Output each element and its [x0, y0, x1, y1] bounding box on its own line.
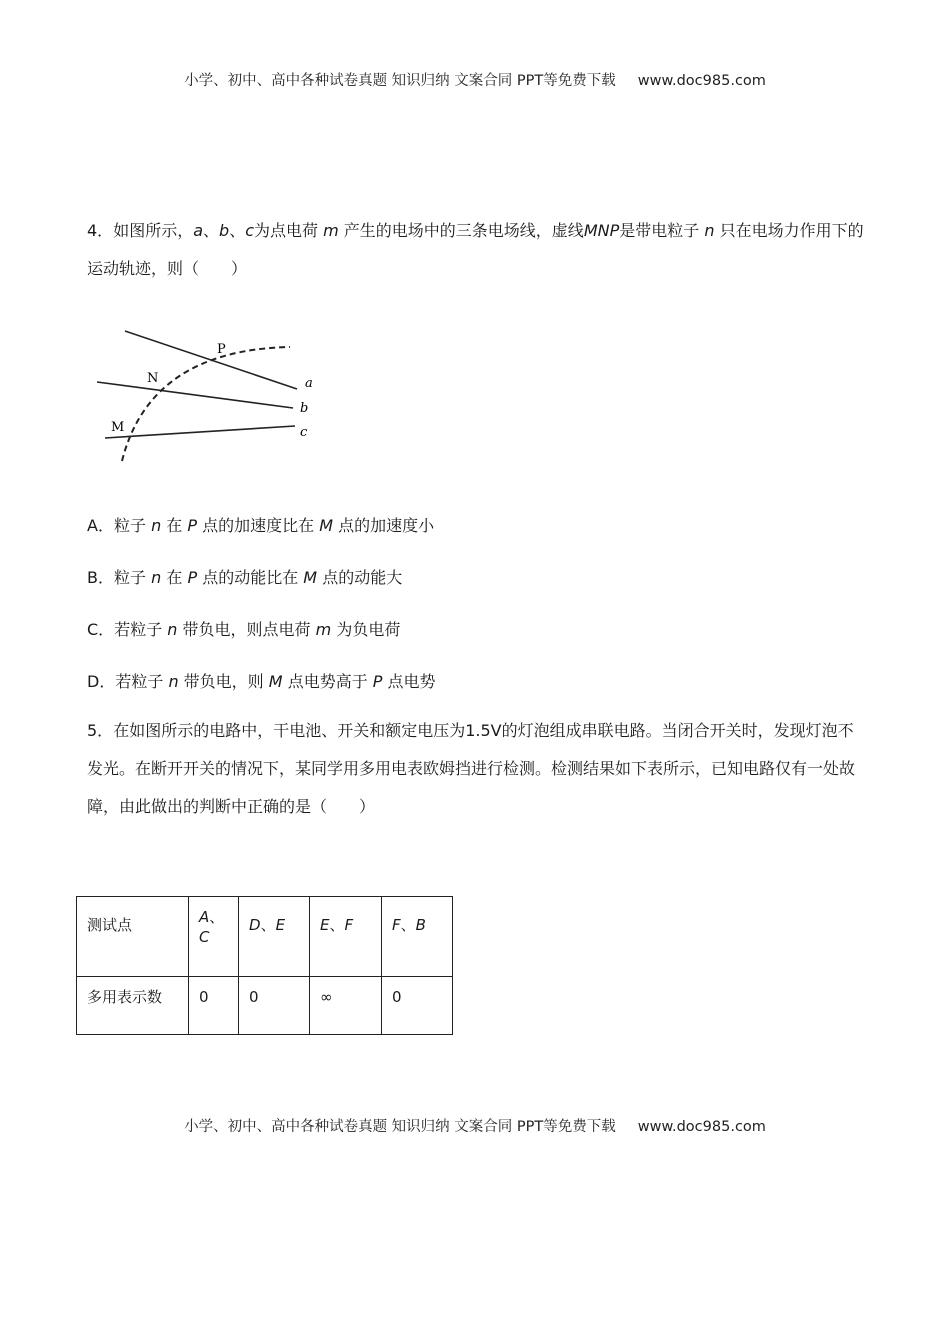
label-P: P [217, 342, 226, 357]
header-site-link[interactable]: www.doc985.com [637, 73, 766, 89]
question-4: 4．如图所示，a、b、c为点电荷 m 产生的电场中的三条电场线，虚线MNP是带电粒子 n 只在电场力作用下的运动轨迹，则（ ） [87, 221, 864, 278]
question-5: 5．在如图所示的电路中，干电池、开关和额定电压为1.5V的灯泡组成串联电路。当闭合开关时，发现灯泡不发光。在断开开关的情况下，某同学用多用电表欧姆挡进行检测。检测结果如下表所示，已知电路仅有一处故障，由此做出的判断中正确的是（ ） [87, 721, 856, 816]
table-col-ac: A、 C [199, 908, 225, 946]
table-row [77, 977, 453, 1035]
test-result-table [76, 896, 453, 1035]
table-row [77, 897, 453, 977]
table-col-fb: F、B [392, 916, 426, 934]
label-c: c [300, 425, 308, 440]
field-line-b [97, 382, 293, 408]
table-col-de: D、E [249, 916, 286, 934]
option-a[interactable]: A．粒子 n 在 P 点的加速度比在 M 点的加速度小 [87, 516, 435, 535]
electric-field-diagram [90, 320, 330, 470]
table-value-ef: ∞ [320, 988, 333, 1006]
option-c[interactable]: C．若粒子 n 带负电，则点电荷 m 为负电荷 [87, 620, 401, 639]
question-number: 4． [87, 221, 114, 240]
table-value-de: 0 [249, 988, 259, 1006]
page-header [0, 69, 950, 90]
question-number: 5． [87, 721, 114, 740]
table-header-label: 测试点 [87, 916, 133, 934]
table-col-ef: E、F [320, 916, 354, 934]
label-b: b [300, 401, 309, 416]
page-footer [0, 1115, 950, 1136]
footer-text: 小学、初中、高中各种试卷真题 知识归纳 文案合同 PPT等免费下载 [184, 1119, 616, 1135]
table-value-fb: 0 [392, 988, 402, 1006]
option-b[interactable]: B．粒子 n 在 P 点的动能比在 M 点的动能大 [87, 568, 403, 587]
label-N: N [147, 371, 159, 386]
footer-site-link[interactable]: www.doc985.com [637, 1119, 766, 1135]
option-d[interactable]: D．若粒子 n 带负电，则 M 点电势高于 P 点电势 [87, 672, 436, 691]
table-value-ac: 0 [199, 988, 209, 1006]
table-row-label: 多用表示数 [87, 988, 163, 1006]
label-M: M [111, 420, 125, 435]
header-text: 小学、初中、高中各种试卷真题 知识归纳 文案合同 PPT等免费下载 [184, 73, 616, 89]
label-a: a [305, 376, 313, 391]
